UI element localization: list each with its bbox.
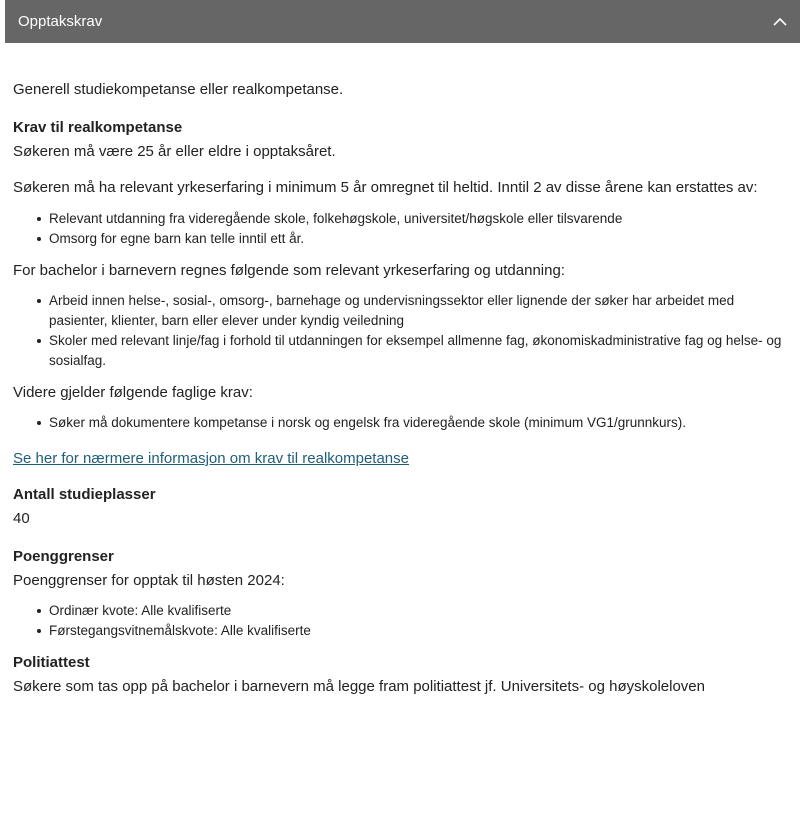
list-item: Ordinær kvote: Alle kvalifiserte: [37, 601, 795, 621]
realkompetanse-heading: Krav til realkompetanse: [13, 119, 183, 136]
faglige-list: [13, 413, 795, 433]
list-item: Omsorg for egne barn kan telle inntil ett år.: [37, 229, 795, 249]
list-item: Arbeid innen helse-, sosial-, omsorg-, barnehage og undervisningssektor eller lignende der søker har arbeidet med pasienter, klienter, barn eller elever under kyndig veiledning: [37, 291, 795, 331]
list-item: Søker må dokumentere kompetanse i norsk og engelsk fra videregående skole (minimum VG1/grunnkurs).: [37, 413, 795, 433]
list-item: Skoler med relevant linje/fag i forhold til utdanningen for eksempel allmenne fag, økonomiskadministrative fag og helse- og sosialfag.: [37, 331, 795, 371]
poenggrenser-list: [13, 601, 795, 641]
link-container: [13, 447, 795, 471]
faglige-text: Videre gjelder følgende faglige krav:: [13, 384, 253, 401]
realkompetanse-info-link[interactable]: Se her for nærmere informasjon om krav til realkompetanse: [13, 450, 409, 467]
bachelor-text: For bachelor i barnevern regnes følgende som relevant yrkeserfaring og utdanning:: [13, 262, 565, 279]
poenggrenser-text: Poenggrenser for opptak til høsten 2024:: [13, 572, 285, 589]
chevron-up-icon[interactable]: [770, 12, 790, 32]
studieplasser-value: 40: [13, 510, 30, 527]
politiattest-heading: Politiattest: [13, 654, 90, 671]
intro-text: Generell studiekompetanse eller realkompetanse.: [13, 81, 344, 98]
accordion-content: [13, 78, 795, 699]
politiattest-text: Søkere som tas opp på bachelor i barnevern må legge fram politiattest jf. Universitets- og høyskoleloven: [13, 678, 705, 695]
list-item: Relevant utdanning fra videregående skole, folkehøgskole, universitet/høgskole eller tilsvarende: [37, 209, 795, 229]
studieplasser-heading: Antall studieplasser: [13, 486, 156, 503]
replace-list: [13, 209, 795, 249]
age-requirement-text: Søkeren må være 25 år eller eldre i opptaksåret.: [13, 143, 336, 160]
accordion-header[interactable]: [5, 0, 800, 43]
bachelor-list: [13, 291, 795, 371]
poenggrenser-heading: Poenggrenser: [13, 548, 114, 565]
experience-text: Søkeren må ha relevant yrkeserfaring i minimum 5 år omregnet til heltid. Inntil 2 av disse årene kan erstattes av:: [13, 179, 758, 196]
list-item: Førstegangsvitnemålskvote: Alle kvalifiserte: [37, 621, 795, 641]
accordion-title: Opptakskrav: [18, 13, 103, 30]
